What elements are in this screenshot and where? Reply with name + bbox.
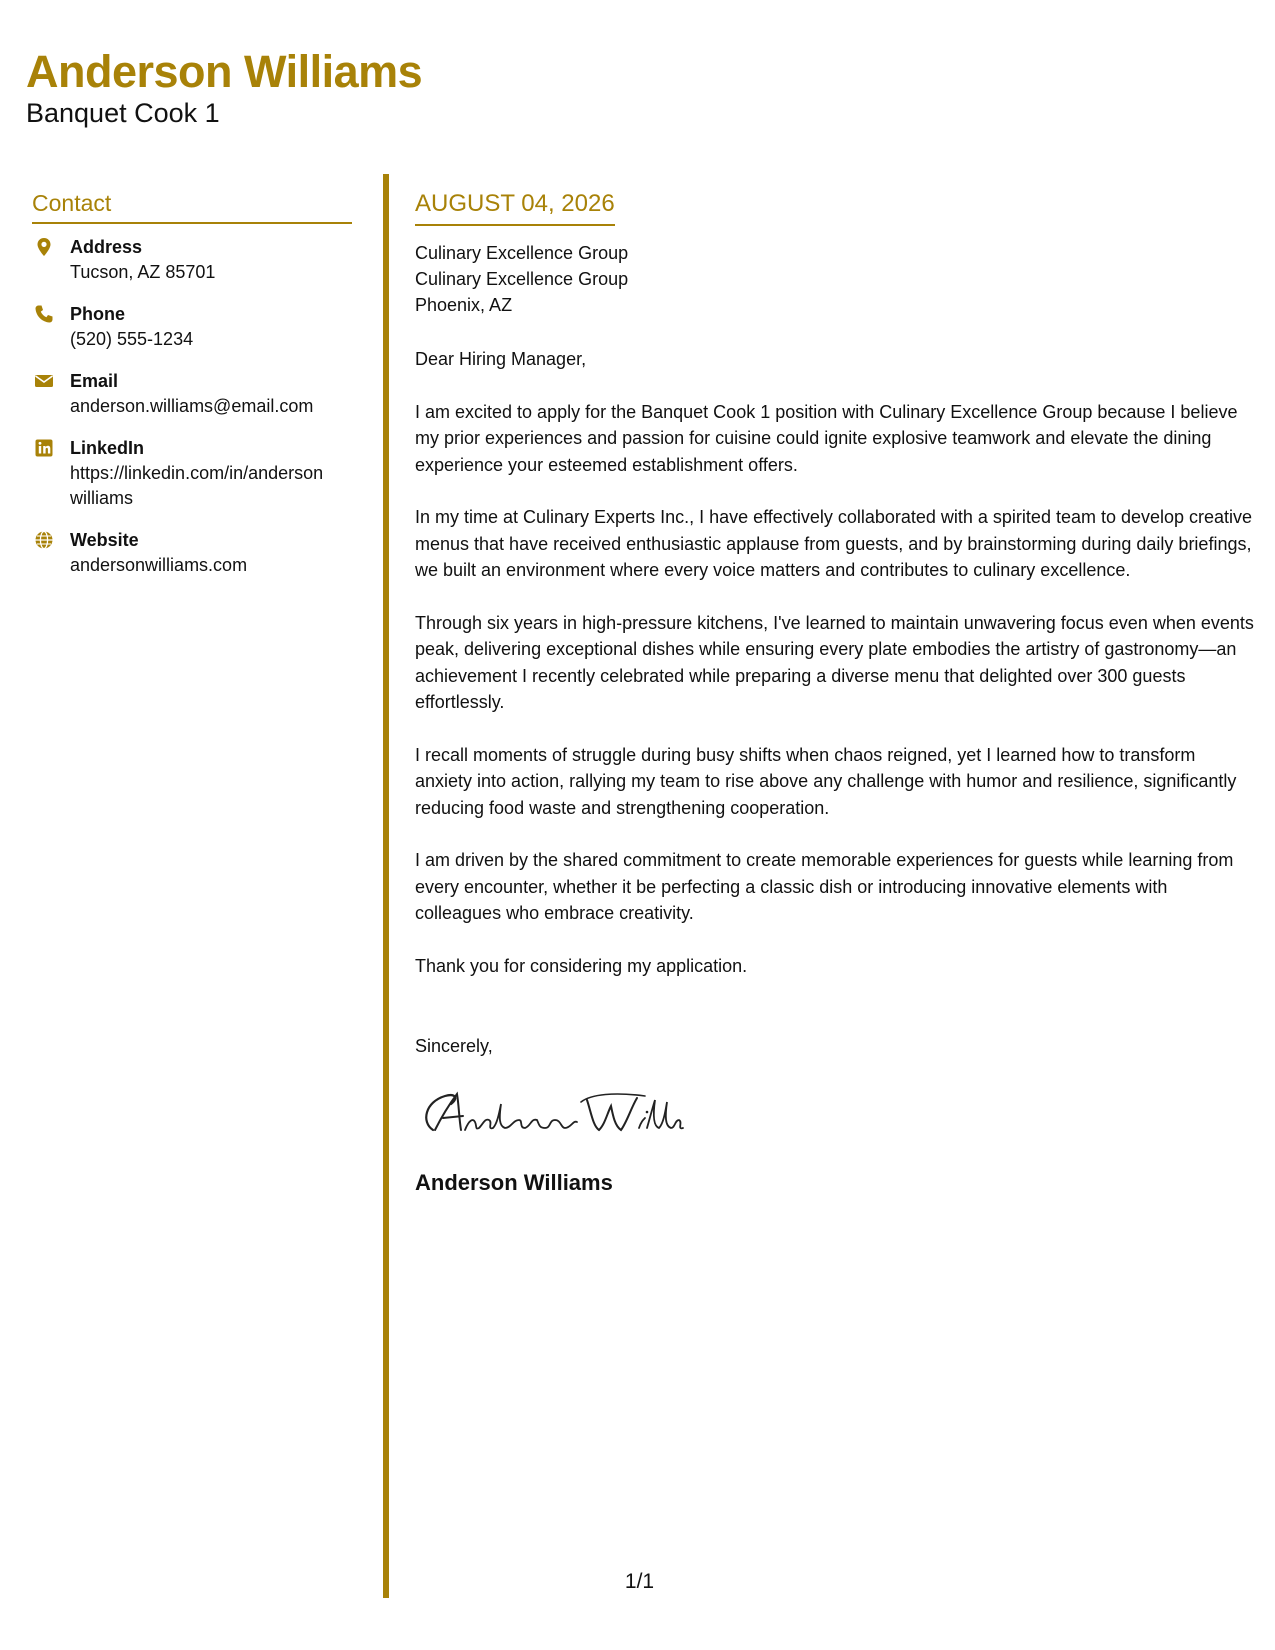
phone-icon [34, 304, 54, 324]
phone-value: (520) 555-1234 [70, 329, 194, 349]
envelope-icon [34, 371, 54, 391]
signer-name: Anderson Williams [415, 1169, 613, 1195]
email-value: anderson.williams@email.com [70, 396, 314, 416]
letter-date: AUGUST 04, 2026 [415, 190, 615, 226]
address-label: Address [70, 237, 143, 257]
recipient-line: Culinary Excellence Group [415, 243, 629, 263]
column-divider [383, 174, 389, 1598]
contact-sidebar [32, 190, 352, 594]
recipient-line: Culinary Excellence Group [415, 269, 629, 289]
linkedin-label: LinkedIn [70, 438, 145, 458]
contact-item-email [32, 368, 352, 419]
page-number [0, 1570, 1275, 1594]
letter-paragraph: Thank you for considering my application. [415, 955, 748, 976]
website-label: Website [70, 530, 139, 550]
website-value[interactable]: andersonwilliams.com [70, 555, 248, 575]
letter-paragraph: I recall moments of struggle during busy shifts when chaos reigned, yet I learned how to transform anxiety into action, rallying my team to rise above any challenge with humor and resilience, significantly reducing food waste and strengthening cooperation. [415, 744, 1237, 818]
linkedin-value[interactable]: https://linkedin.com/in/anderson williams [70, 463, 324, 508]
contact-item-address [32, 234, 352, 285]
letter-paragraph: I am driven by the shared commitment to create memorable experiences for guests while learning from every encounter, whether it be perfecting a classic dish or introducing innovative elements with colleagues who embrace creativity. [415, 850, 1234, 923]
contact-item-linkedin [32, 435, 352, 511]
letter-paragraph: I am excited to apply for the Banquet Cook 1 position with Culinary Excellence Group because I believe my prior experiences and passion for cuisine could ignite explosive teamwork and elevate the dining experience your esteemed establishment offers. [415, 401, 1238, 475]
letter-body [415, 190, 1255, 1196]
contact-section-title: Contact [32, 190, 352, 224]
contact-item-website [32, 527, 352, 578]
candidate-name: Anderson Williams [26, 46, 423, 97]
salutation: Dear Hiring Manager, [415, 349, 587, 369]
candidate-role: Banquet Cook 1 [26, 98, 220, 128]
letter-paragraph: In my time at Culinary Experts Inc., I have effectively collaborated with a spirited team to develop creative menus that have received enthusiastic applause from guests, and by brainstorming during daily briefings, we built an environment where every voice matters and contributes to culinary excellence. [415, 507, 1253, 580]
letter-paragraph: Through six years in high-pressure kitchens, I've learned to maintain unwavering focus even when events peak, delivering exceptional dishes while ensuring every plate embodies the artistry of gastronomy—an achievement I recently celebrated while preparing a diverse menu that delighted over 300 guests effortlessly. [415, 612, 1254, 712]
address-value: Tucson, AZ 85701 [70, 262, 216, 282]
globe-icon [34, 530, 54, 550]
recipient-line: Phoenix, AZ [415, 295, 513, 315]
signature-image [415, 1084, 685, 1144]
handwritten-signature [415, 1084, 1255, 1144]
email-label: Email [70, 371, 119, 391]
linkedin-icon [34, 438, 54, 458]
closing: Sincerely, [415, 1036, 493, 1056]
page-number-text: 1/1 [624, 1570, 655, 1593]
phone-label: Phone [70, 304, 126, 324]
recipient-block [415, 240, 1255, 318]
map-pin-icon [34, 237, 54, 257]
contact-item-phone [32, 301, 352, 352]
